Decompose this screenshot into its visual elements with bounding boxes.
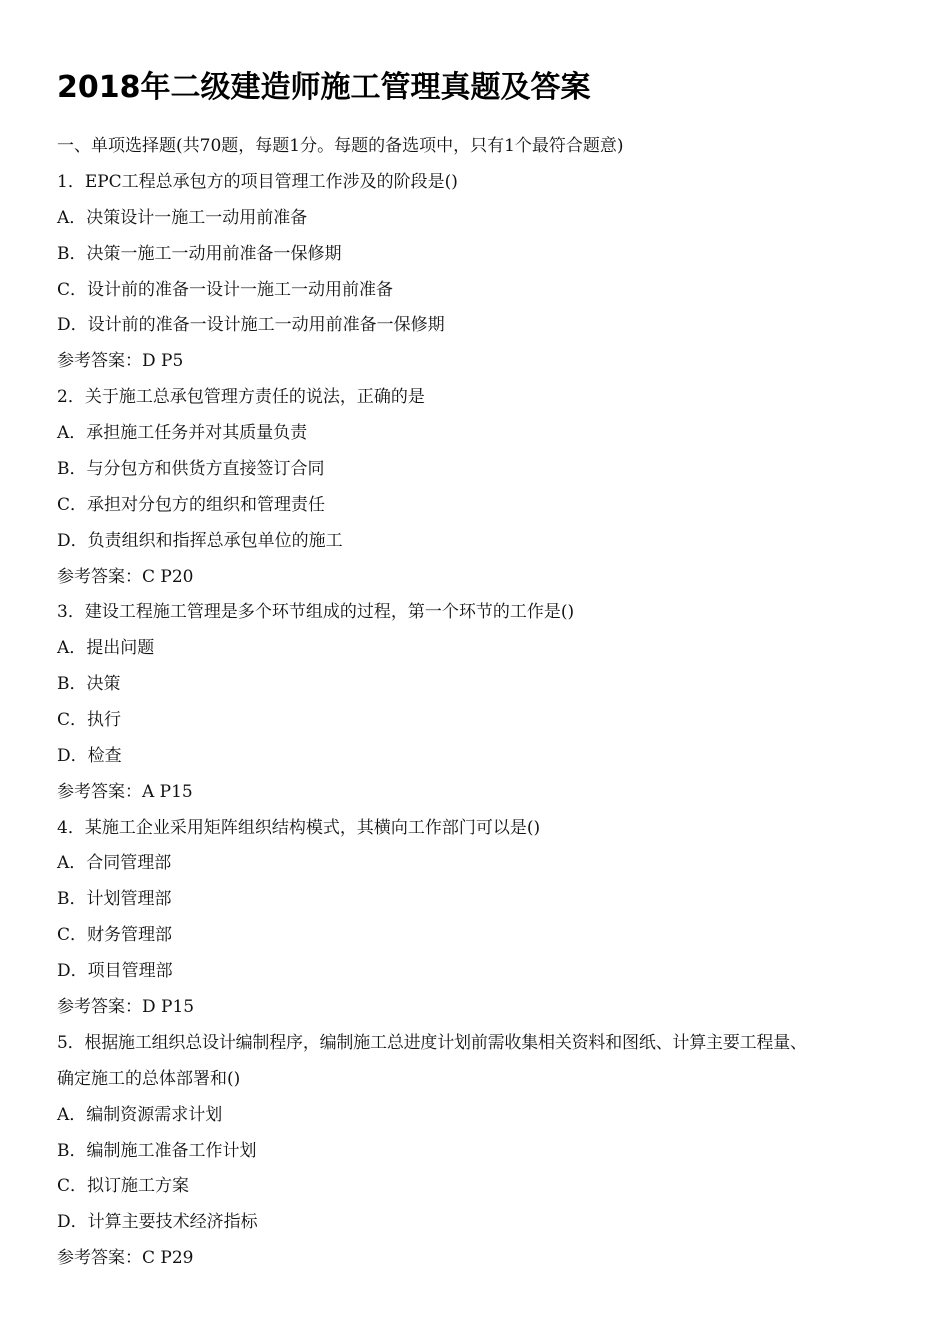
question-4-option-a: A．合同管理部 bbox=[57, 853, 172, 873]
question-5-option-a: A．编制资源需求计划 bbox=[57, 1105, 223, 1125]
question-3-answer: 参考答案：A P15 bbox=[57, 782, 193, 802]
question-1-option-b: B．决策一施工一动用前准备一保修期 bbox=[57, 244, 342, 264]
question-4-option-c: C．财务管理部 bbox=[57, 925, 173, 945]
question-2-stem: 2．关于施工总承包管理方责任的说法，正确的是 bbox=[57, 387, 425, 407]
document-title: 2018年二级建造师施工管理真题及答案 bbox=[57, 70, 591, 105]
question-4-stem: 4．某施工企业采用矩阵组织结构模式，其横向工作部门可以是() bbox=[57, 818, 541, 838]
question-2-answer: 参考答案：C P20 bbox=[57, 567, 194, 587]
question-2-option-c: C．承担对分包方的组织和管理责任 bbox=[57, 495, 326, 515]
section-heading: 一、单项选择题(共70题，每题1分。每题的备选项中，只有1个最符合题意) bbox=[57, 136, 624, 156]
question-3-option-c: C．执行 bbox=[57, 710, 122, 730]
question-4-answer: 参考答案：D P15 bbox=[57, 997, 195, 1017]
question-5-option-b: B．编制施工准备工作计划 bbox=[57, 1141, 257, 1161]
question-3-option-b: B．决策 bbox=[57, 674, 121, 694]
question-1-answer: 参考答案：D P5 bbox=[57, 351, 184, 371]
question-3-option-d: D．检查 bbox=[57, 746, 122, 766]
question-4-option-b: B．计划管理部 bbox=[57, 889, 172, 909]
question-1-option-c: C．设计前的准备一设计一施工一动用前准备 bbox=[57, 280, 394, 300]
question-1-option-a: A．决策设计一施工一动用前准备 bbox=[57, 208, 308, 228]
question-5-answer: 参考答案：C P29 bbox=[57, 1248, 194, 1268]
question-3-option-a: A．提出问题 bbox=[57, 638, 155, 658]
question-4-option-d: D．项目管理部 bbox=[57, 961, 173, 981]
question-5-stem: 5．根据施工组织总设计编制程序，编制施工总进度计划前需收集相关资料和图纸、计算主要工程量、 bbox=[57, 1033, 807, 1053]
question-1-option-d: D．设计前的准备一设计施工一动用前准备一保修期 bbox=[57, 315, 445, 335]
question-5-option-d: D．计算主要技术经济指标 bbox=[57, 1212, 258, 1232]
question-1-stem: 1．EPC工程总承包方的项目管理工作涉及的阶段是() bbox=[57, 172, 458, 192]
question-2-option-a: A．承担施工任务并对其质量负责 bbox=[57, 423, 308, 443]
question-5-option-c: C．拟订施工方案 bbox=[57, 1176, 190, 1196]
question-5-stem-continued: 确定施工的总体部署和() bbox=[57, 1069, 241, 1089]
question-2-option-d: D．负责组织和指挥总承包单位的施工 bbox=[57, 531, 343, 551]
question-2-option-b: B．与分包方和供货方直接签订合同 bbox=[57, 459, 325, 479]
question-3-stem: 3．建设工程施工管理是多个环节组成的过程，第一个环节的工作是() bbox=[57, 602, 575, 622]
